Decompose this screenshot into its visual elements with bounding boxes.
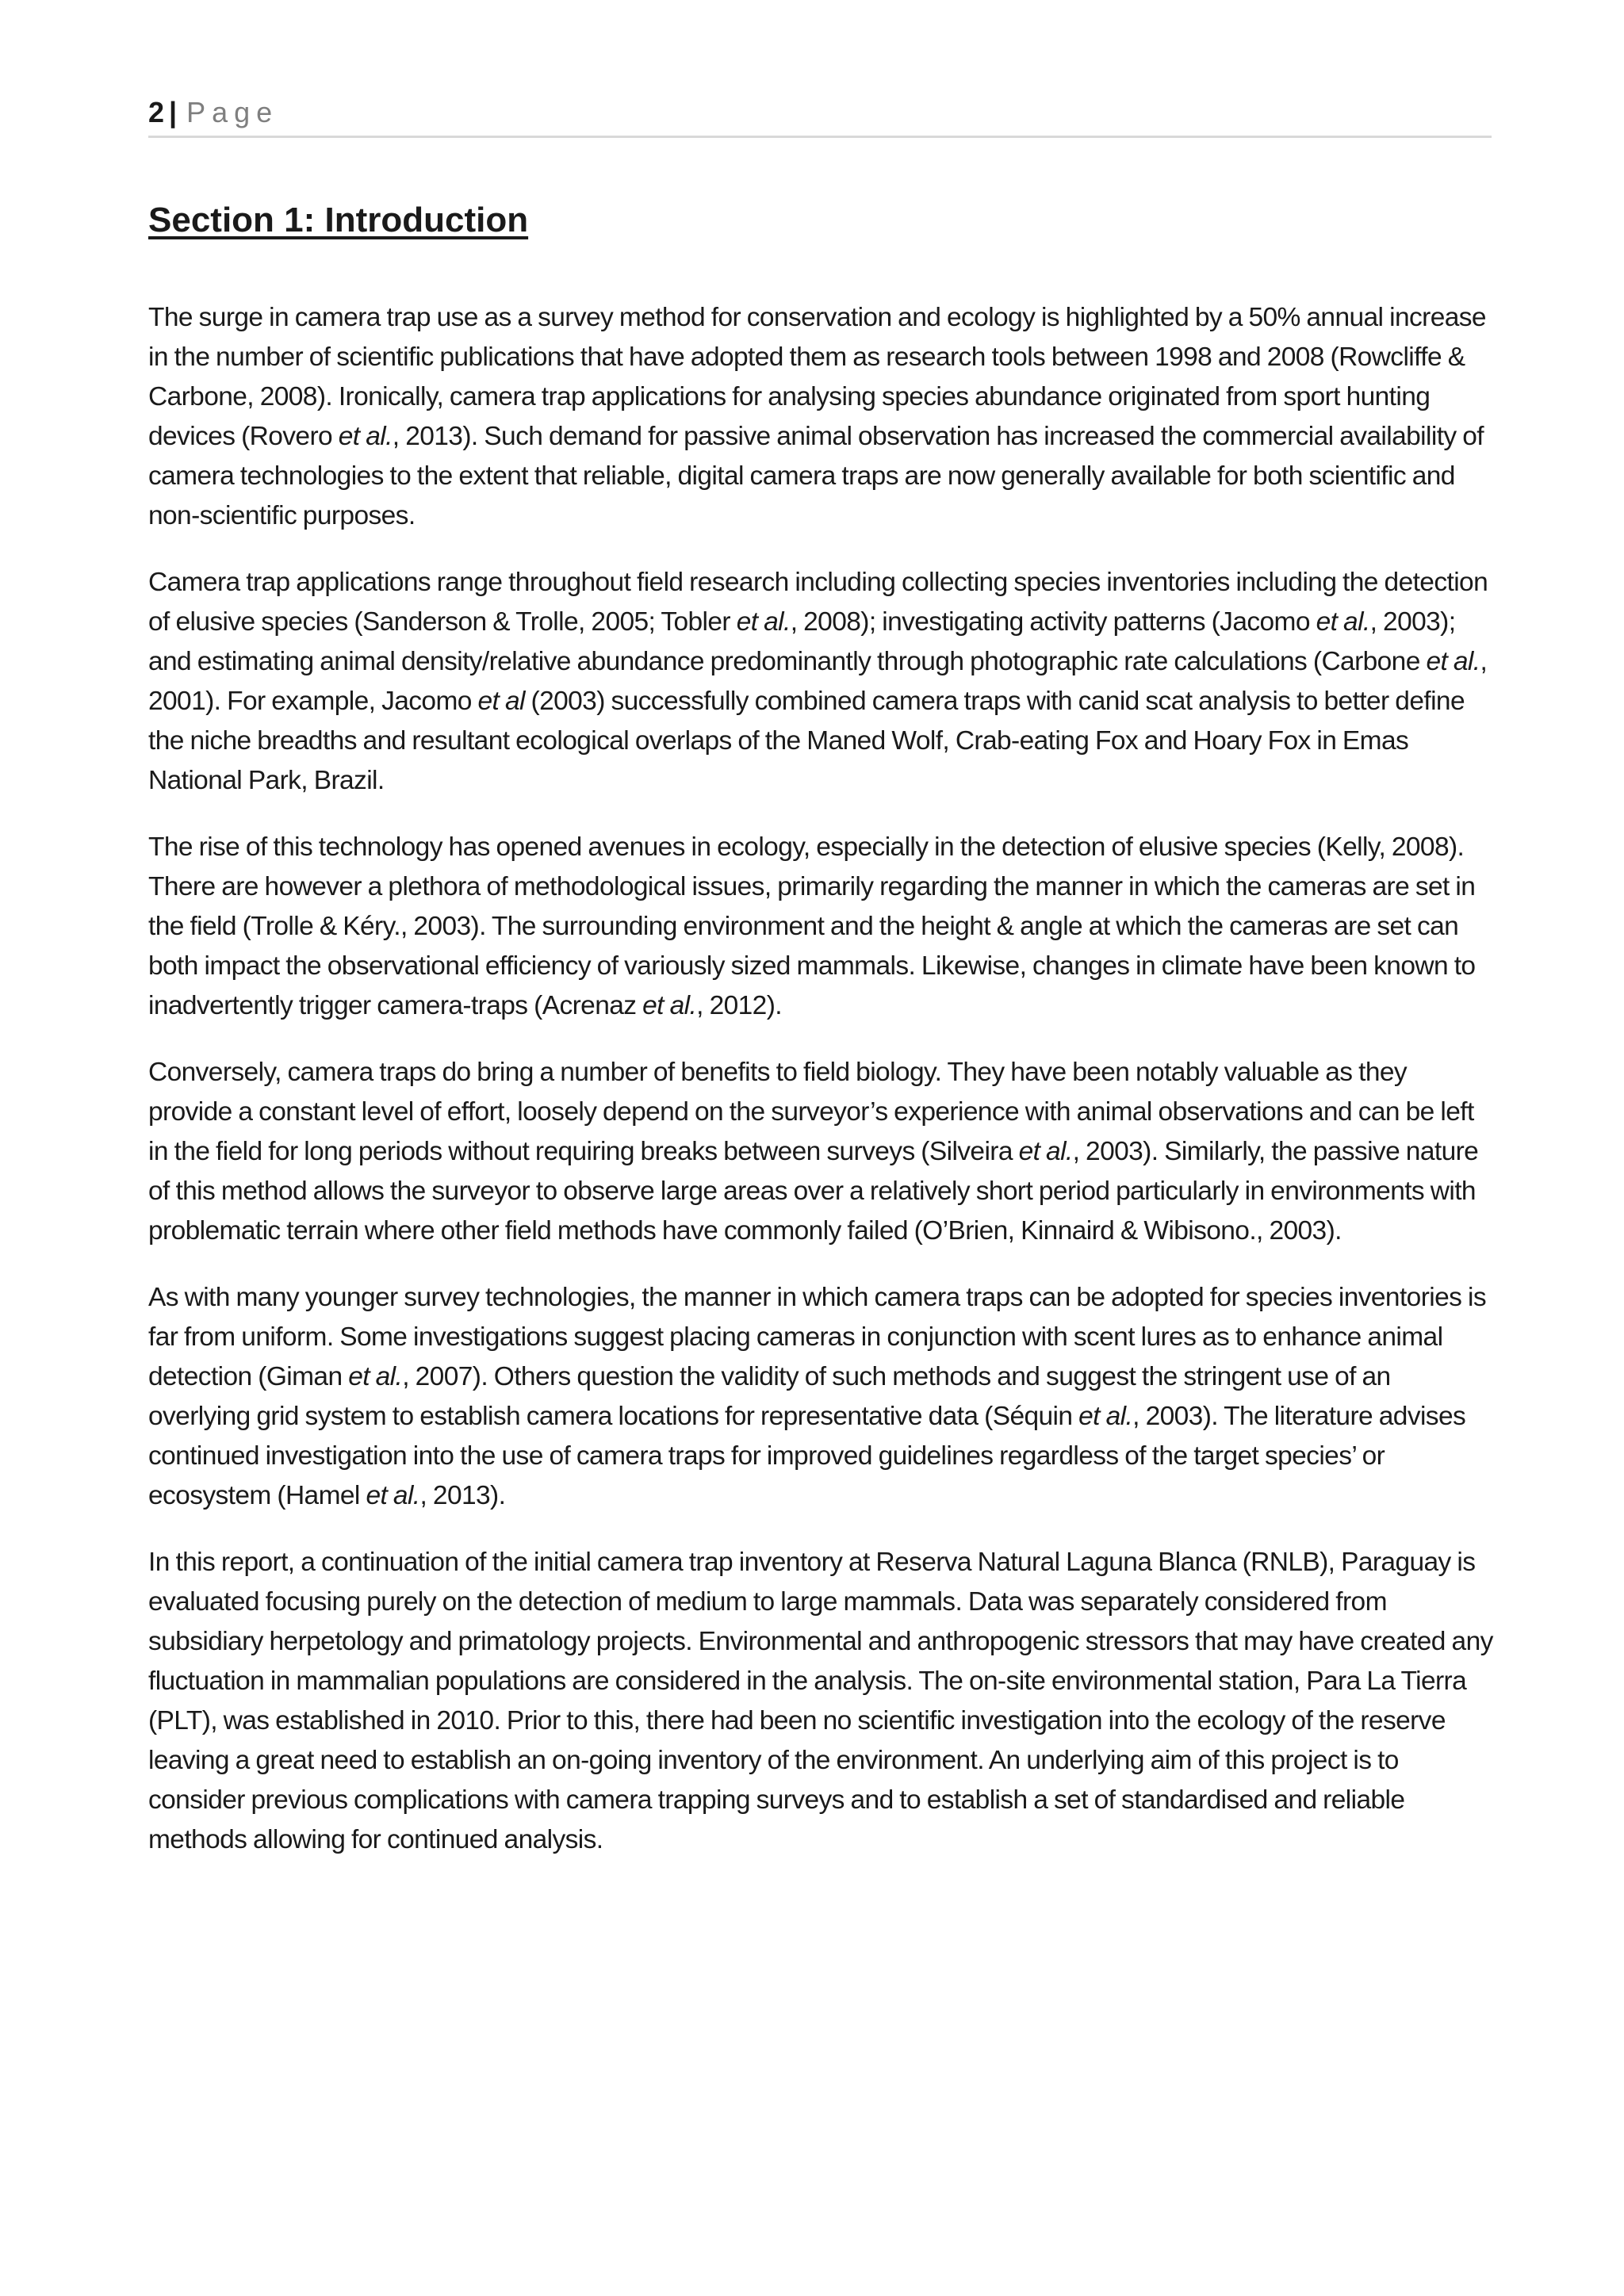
text-run: The rise of this technology has opened avenues in ecology, especially in the detection of elusive species (Kelly, 2008). There are however a plethora of methodological issues, primarily regarding the manner in which the cameras are set in the field (Trolle & Kéry., 2003). The surrounding environment and the height & angle at which the cameras are set can both impact the observational efficiency of variously sized mammals. Likewise, changes in climate have been known to inadvertently trigger camera-traps (Acrenaz [148, 832, 1476, 1020]
italic-text-run: et al. [642, 991, 697, 1020]
paragraph-1 [148, 298, 1496, 536]
text-run: , 2013). Such demand for passive animal observation has increased the commercial availability of camera technologies to the extent that reliable, digital camera traps are now generally available for both scientific and non-scientific purposes. [148, 422, 1484, 530]
italic-text-run: et al. [338, 422, 393, 451]
text-run: , 2003). The literature advises continued investigation into the use of camera traps for improved guidelines regardless of the target species’ or ecosystem (Hamel [148, 1402, 1466, 1510]
text-run: The surge in camera trap use as a survey method for conservation and ecology is highlighted by a 50% annual increase in the number of scientific publications that have adopted them as research tools between 1998 and 2008 (Rowcliffe & Carbone, 2008). Ironically, camera trap applications for analysing species abundance originated from sport hunting devices (Rovero [148, 303, 1486, 451]
page-number: 2 [148, 96, 165, 128]
italic-text-run: et al. [1316, 607, 1370, 637]
text-run: (2003) successfully combined camera traps with canid scat analysis to better define the niche breadths and resultant ecological overlaps of the Maned Wolf, Crab-eating Fox and Hoary Fox in Emas National Park, Brazil. [148, 687, 1465, 795]
italic-text-run: et al. [1018, 1137, 1073, 1166]
text-run: , 2003); and estimating animal density/relative abundance predominantly through photographic rate calculations (Carbone [148, 607, 1456, 676]
text-run: As with many younger survey technologies, the manner in which camera traps can be adopted for species inventories is far from uniform. Some investigations suggest placing cameras in conjunction with scent lures as to enhance animal detection (Giman [148, 1283, 1486, 1391]
italic-text-run: et al. [736, 607, 791, 637]
text-run: Camera trap applications range throughout field research including collecting species inventories including the detection of elusive species (Sanderson & Trolle, 2005; Tobler [148, 568, 1488, 637]
text-run: , 2003). Similarly, the passive nature of this method allows the surveyor to observe large areas over a relatively short period particularly in environments with problematic terrain where other field methods have commonly failed (O’Brien, Kinnaird & Wibisono., 2003). [148, 1137, 1479, 1246]
text-run: , 2008); investigating activity patterns (Jacomo [790, 607, 1316, 637]
italic-text-run: et al. [1078, 1402, 1133, 1431]
page-header [148, 94, 1492, 138]
document-body [148, 298, 1496, 1887]
section-title: Section 1: Introduction [148, 201, 529, 239]
paragraph-4 [148, 1053, 1496, 1251]
page-indicator [148, 94, 278, 132]
italic-text-run: et al. [348, 1362, 403, 1391]
text-run: , 2012). [696, 991, 782, 1020]
page-separator: | [169, 96, 178, 128]
italic-text-run: et al. [366, 1481, 420, 1510]
paragraph-2 [148, 563, 1496, 801]
italic-text-run: et al. [1426, 647, 1480, 676]
paragraph-5 [148, 1278, 1496, 1516]
text-run: , 2001). For example, Jacomo [148, 647, 1488, 716]
paragraph-6 [148, 1543, 1496, 1860]
text-run: , 2007). Others question the validity of such methods and suggest the stringent use of an overlying grid system to establish camera locations for representative data (Séquin [148, 1362, 1391, 1431]
page-word: Page [186, 96, 279, 128]
paragraph-3 [148, 828, 1496, 1026]
italic-text-run: et al [477, 687, 525, 716]
text-run: In this report, a continuation of the initial camera trap inventory at Reserva Natural Laguna Blanca (RNLB), Paraguay is evaluated focusing purely on the detection of medium to large mammals. Data was separately considered from subsidiary herpetology and primatology projects. Environmental and anthropogenic stressors that may have created any fluctuation in mammalian populations are considered in the analysis. The on-site environmental station, Para La Tierra (PLT), was established in 2010. Prior to this, there had been no scientific investigation into the ecology of the reserve leaving a great need to establish an on-going inventory of the environment. An underlying aim of this project is to consider previous complications with camera trapping surveys and to establish a set of standardised and reliable methods allowing for continued analysis. [148, 1548, 1493, 1854]
text-run: Conversely, camera traps do bring a number of benefits to field biology. They have been notably valuable as they provide a constant level of effort, loosely depend on the surveyor’s experience with animal observations and can be left in the field for long periods without requiring breaks between surveys (Silveira [148, 1058, 1474, 1166]
text-run: , 2013). [419, 1481, 506, 1510]
